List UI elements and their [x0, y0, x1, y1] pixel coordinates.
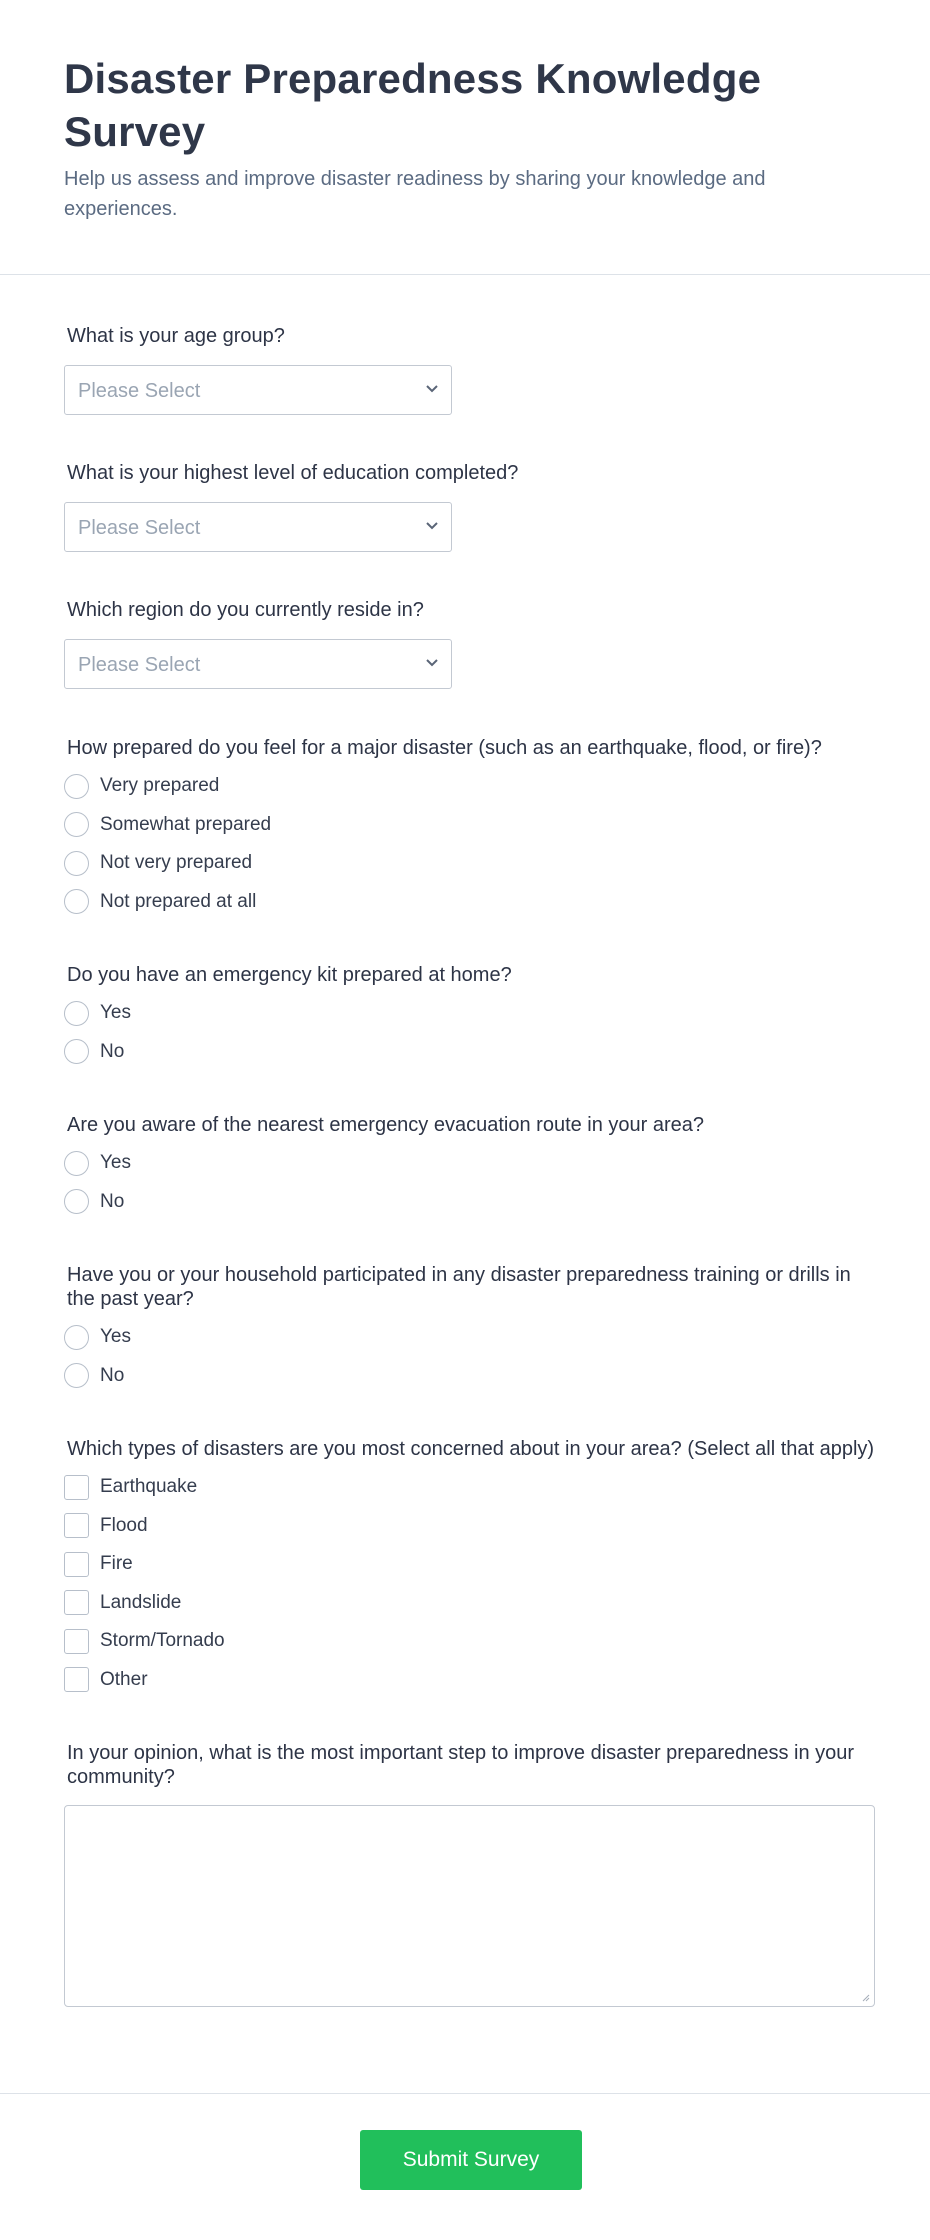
select-placeholder: Please Select — [78, 654, 201, 676]
question-label: What is your age group? — [67, 325, 285, 347]
radio-button[interactable] — [64, 1189, 89, 1214]
radio-option[interactable] — [64, 1318, 875, 1357]
survey-header — [0, 0, 930, 275]
checkbox-option[interactable] — [64, 1622, 875, 1661]
question-label: How prepared do you feel for a major disaster (such as an earthquake, flood, or fire)? — [67, 737, 822, 759]
checkbox[interactable] — [64, 1629, 89, 1654]
radio-option[interactable] — [64, 1033, 875, 1072]
option-label: Other — [100, 1668, 148, 1690]
radio-option[interactable] — [64, 806, 875, 845]
radio-option[interactable] — [64, 767, 875, 806]
option-label: Landslide — [100, 1591, 182, 1613]
option-label: Somewhat prepared — [100, 813, 272, 835]
question-age — [64, 324, 875, 415]
question-label: Which types of disasters are you most concerned about in your area? (Select all that apply) — [67, 1438, 875, 1460]
question-label: Which region do you currently reside in? — [67, 599, 424, 621]
question-label: Do you have an emergency kit prepared at home? — [67, 964, 512, 986]
chevron-down-icon — [425, 521, 439, 531]
option-label: Yes — [100, 1326, 131, 1348]
question-disaster-types — [64, 1437, 875, 1699]
radio-button[interactable] — [64, 812, 89, 837]
option-label: Yes — [100, 1152, 131, 1174]
question-region — [64, 598, 875, 689]
question-label: What is your highest level of education completed? — [67, 462, 519, 484]
option-label: No — [100, 1040, 125, 1062]
option-label: Earthquake — [100, 1476, 198, 1498]
checkbox-option[interactable] — [64, 1468, 875, 1507]
radio-option[interactable] — [64, 1183, 875, 1222]
checkbox-option[interactable] — [64, 1545, 875, 1584]
region-select[interactable] — [64, 639, 452, 689]
radio-button[interactable] — [64, 1001, 89, 1026]
chevron-down-icon — [425, 384, 439, 394]
checkbox-option[interactable] — [64, 1661, 875, 1700]
option-label: Flood — [100, 1514, 148, 1536]
option-label: Fire — [100, 1553, 133, 1575]
improvement-textarea[interactable] — [64, 1805, 875, 2007]
question-label: In your opinion, what is the most important step to improve disaster preparedness in your community? — [67, 1742, 855, 1788]
radio-button[interactable] — [64, 889, 89, 914]
question-label: Are you aware of the nearest emergency evacuation route in your area? — [67, 1114, 705, 1136]
page-title: Disaster Preparedness Knowledge Survey — [64, 55, 762, 155]
select-placeholder: Please Select — [78, 517, 201, 539]
chevron-down-icon — [425, 658, 439, 668]
radio-option[interactable] — [64, 994, 875, 1033]
question-training — [64, 1263, 875, 1395]
checkbox-option[interactable] — [64, 1584, 875, 1623]
option-label: Very prepared — [100, 775, 220, 797]
radio-button[interactable] — [64, 1039, 89, 1064]
radio-button[interactable] — [64, 774, 89, 799]
survey-form — [0, 324, 930, 2007]
radio-button[interactable] — [64, 1325, 89, 1350]
submit-survey-button[interactable]: Submit Survey — [360, 2130, 582, 2190]
option-label: Not prepared at all — [100, 890, 257, 912]
radio-button[interactable] — [64, 1151, 89, 1176]
option-label: Yes — [100, 1002, 131, 1024]
radio-option[interactable] — [64, 1357, 875, 1396]
education-select[interactable] — [64, 502, 452, 552]
question-evacuation-route — [64, 1113, 875, 1221]
option-label: Storm/Tornado — [100, 1630, 225, 1652]
question-emergency-kit — [64, 963, 875, 1071]
option-label: No — [100, 1364, 125, 1386]
radio-option[interactable] — [64, 1144, 875, 1183]
radio-option[interactable] — [64, 883, 875, 922]
checkbox[interactable] — [64, 1513, 89, 1538]
checkbox[interactable] — [64, 1590, 89, 1615]
question-preparedness — [64, 736, 875, 921]
checkbox-option[interactable] — [64, 1507, 875, 1546]
age-select[interactable] — [64, 365, 452, 415]
option-label: No — [100, 1190, 125, 1212]
radio-option[interactable] — [64, 844, 875, 883]
question-label: Have you or your household participated in any disaster preparedness training or drills in the past year? — [67, 1264, 851, 1310]
radio-button[interactable] — [64, 851, 89, 876]
radio-button[interactable] — [64, 1363, 89, 1388]
form-footer — [0, 2093, 930, 2171]
checkbox[interactable] — [64, 1667, 89, 1692]
option-label: Not very prepared — [100, 852, 253, 874]
question-education — [64, 461, 875, 552]
checkbox[interactable] — [64, 1475, 89, 1500]
select-placeholder: Please Select — [78, 380, 201, 402]
checkbox[interactable] — [64, 1552, 89, 1577]
page-subtitle: Help us assess and improve disaster readiness by sharing your knowledge and experiences. — [64, 168, 766, 220]
question-improvement — [64, 1741, 875, 2007]
resize-grip-icon[interactable] — [860, 1992, 870, 2002]
